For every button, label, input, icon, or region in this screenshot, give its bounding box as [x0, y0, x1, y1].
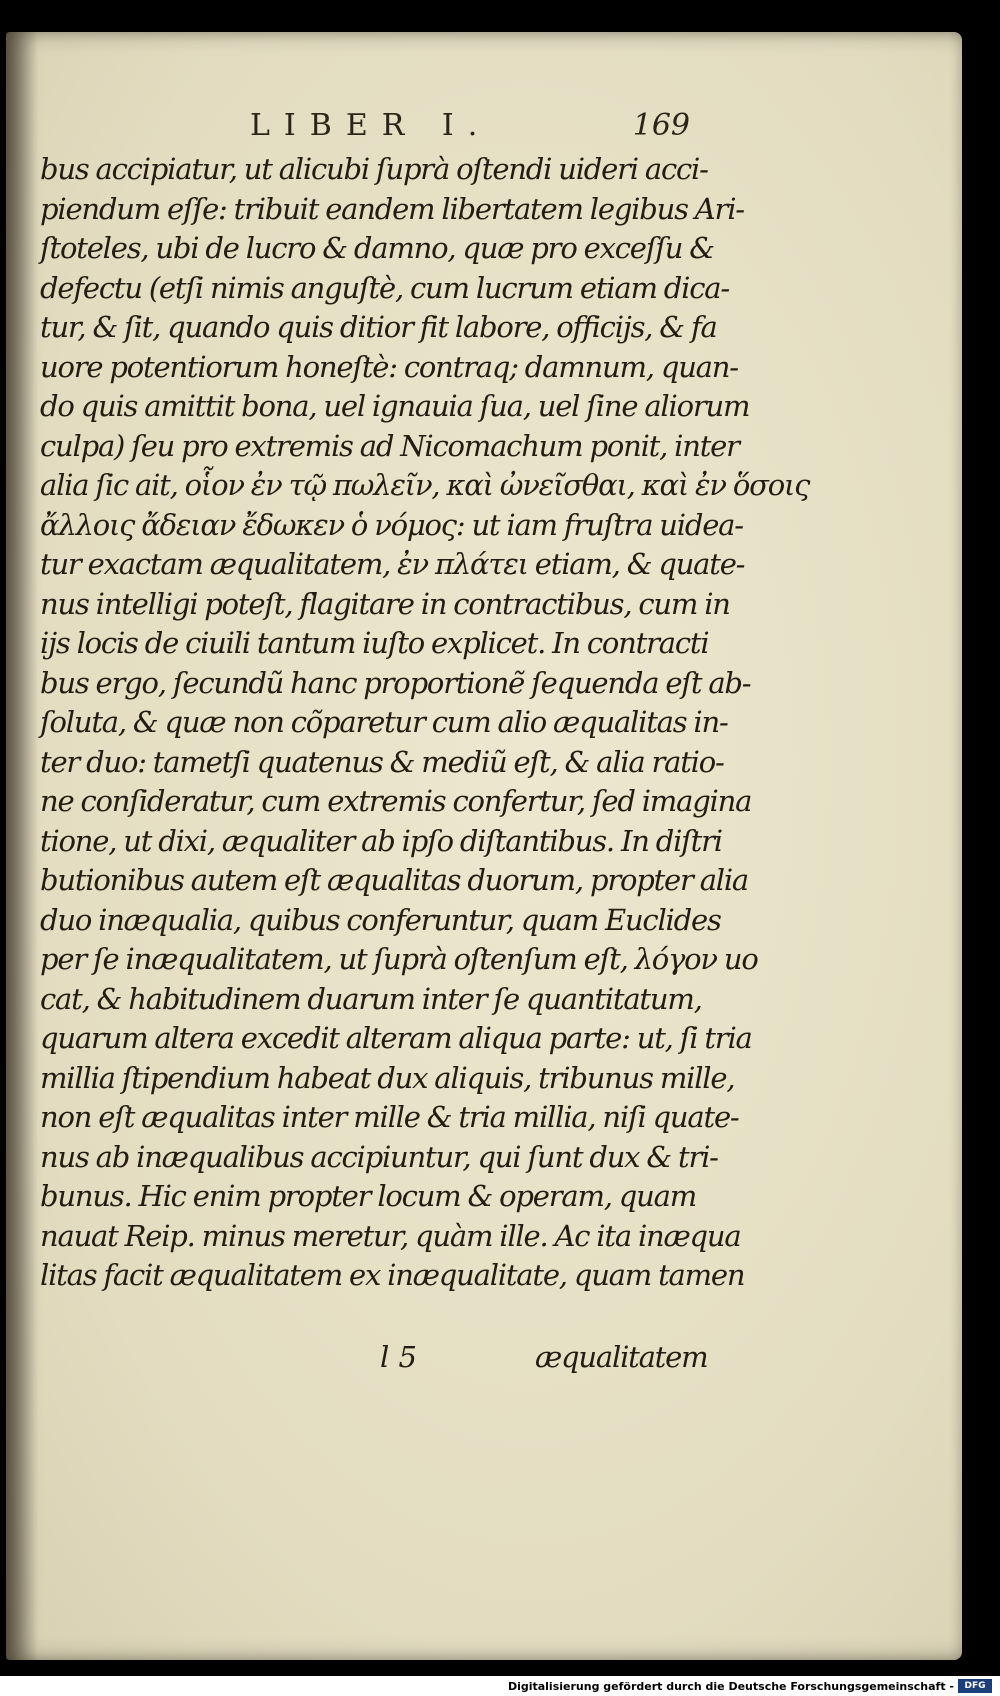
dfg-logo: DFG — [958, 1679, 992, 1693]
text-line: nus intelligi poteſt, flagitare in contractibus, cum in — [40, 586, 730, 621]
text-line: quarum altera excedit alteram aliqua parte: ut, ſi tria — [40, 1021, 752, 1055]
signature-mark: l 5 — [380, 1340, 417, 1374]
text-line: duo inæqualia, quibus conferuntur, quam Euclides — [40, 902, 721, 937]
text-line: litas facit æqualitatem ex inæqualitate, quam tamen — [40, 1258, 745, 1292]
text-line: alia ſic ait, οἷον ἐν τῷ πωλεῖν, καὶ ὠνεῖσθαι, καὶ ἐν ὅσοις — [40, 468, 810, 502]
text-line: bus accipiatur, ut alicubi ſuprà oſtendi uideri acci- — [40, 152, 708, 186]
text-line: uore potentiorum honeſtè: contraq; damnum, quan- — [40, 349, 738, 384]
text-line: per ſe inæqualitatem, ut ſuprà oſtenſum eſt, λόγον uo — [40, 942, 758, 976]
text-line: millia ſtipendium habeat dux aliquis, tribunus mille, — [40, 1060, 735, 1095]
digitization-credit: Digitalisierung gefördert durch die Deutsche Forschungsgemeinschaft - — [507, 1680, 954, 1693]
text-line: cat, & habitudinem duarum inter ſe quantitatum, — [40, 981, 702, 1016]
text-line: defectu (etſi nimis anguſtè, cum lucrum etiam dica- — [40, 270, 729, 305]
text-line: ſtoteles, ubi de lucro & damno, quæ pro exceſſu & — [40, 231, 714, 265]
page-number: 169 — [632, 108, 690, 143]
running-title: LIBER I. — [250, 108, 492, 143]
text-line: ſoluta, & quæ non cõparetur cum alio æqualitas in- — [40, 705, 728, 739]
text-line: ter duo: tametſi quatenus & mediũ eſt, & alia ratio- — [40, 744, 724, 779]
text-line: tur exactam æqualitatem, ἐν πλάτει etiam, & quate- — [40, 547, 745, 581]
text-line: ne conſideratur, cum extremis confertur, ſed imagina — [40, 784, 752, 818]
signature-line — [40, 1340, 720, 1380]
text-line: butionibus autem eſt æqualitas duorum, propter alia — [40, 863, 749, 897]
catchword: æqualitatem — [535, 1340, 708, 1374]
text-line: do quis amittit bona, uel ignauia ſua, uel ſine aliorum — [40, 389, 750, 423]
page-gutter — [6, 32, 38, 1660]
footer-band — [0, 1676, 1000, 1696]
body-text — [40, 150, 810, 1296]
text-line: nauat Reip. minus meretur, quàm ille. Ac ita inæqua — [40, 1218, 741, 1253]
text-line: tione, ut dixi, æqualiter ab ipſo diſtantibus. In diſtri — [40, 823, 722, 858]
text-line: bunus. Hic enim propter locum & operam, quam — [40, 1179, 697, 1213]
text-line: bus ergo, ſecundũ hanc proportionẽ ſequenda eſt ab- — [40, 665, 751, 700]
running-head — [250, 108, 690, 148]
text-line: culpa) ſeu pro extremis ad Nicomachum ponit, inter — [40, 428, 739, 463]
text-line: nus ab inæqualibus accipiuntur, qui ſunt dux & tri- — [40, 1139, 718, 1174]
text-line: tur, & ſit, quando quis ditior fit labore, officijs, & fa — [40, 310, 717, 344]
text-line: piendum eſſe: tribuit eandem libertatem legibus Ari- — [40, 191, 744, 226]
text-line: ijs locis de ciuili tantum iuſto explicet. In contracti — [40, 626, 709, 660]
text-line: ἄλλοις ἄδειαν ἔδωκεν ὁ νόμος: ut iam fruſtra uidea- — [40, 507, 743, 542]
text-line: non eſt æqualitas inter mille & tria millia, niſi quate- — [40, 1100, 739, 1134]
